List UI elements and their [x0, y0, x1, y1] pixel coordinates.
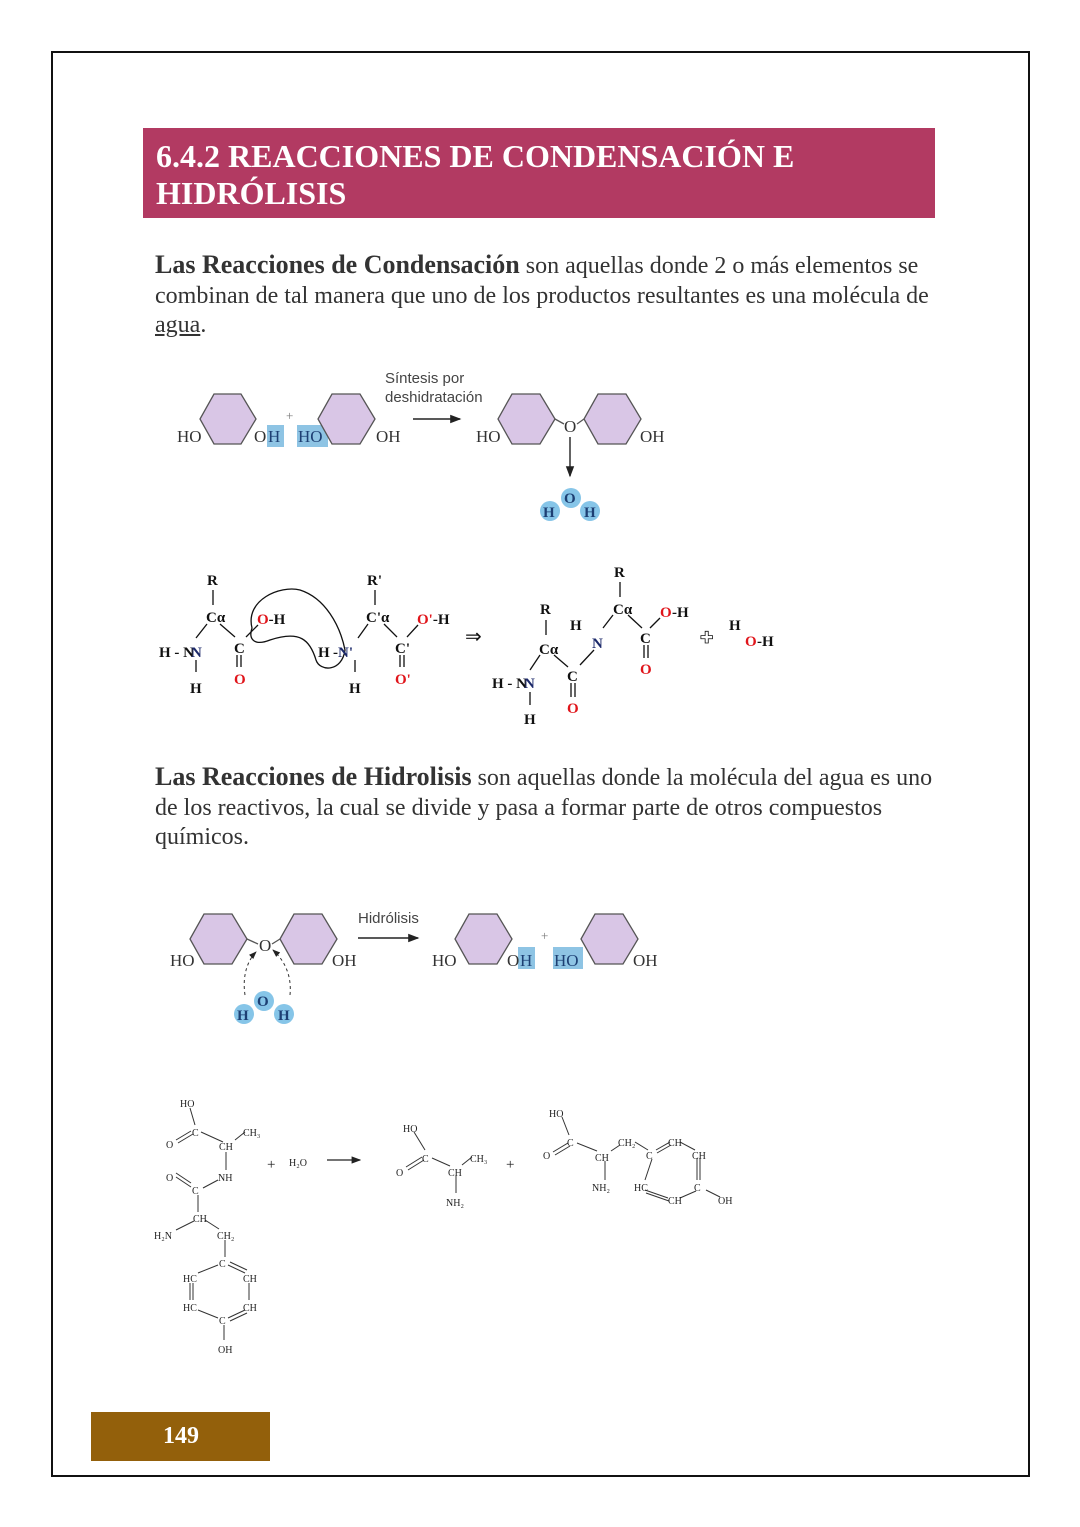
svg-text:H: H: [543, 505, 555, 521]
product-ring-1: [498, 394, 555, 444]
svg-text:C: C: [567, 669, 578, 685]
product-ring-2: [584, 394, 641, 444]
hydrolysis-diagram: [170, 910, 658, 1024]
condensation-text: son aquellas donde 2 o más elementos se combinan de tal manera que uno de los productos resultantes es una molécula de: [155, 253, 929, 309]
svg-text:CH₂: CH₂: [217, 1231, 235, 1242]
svg-text:H: H: [318, 645, 330, 661]
svg-text:HO: HO: [170, 951, 195, 970]
arrow-label: Hidrólisis: [358, 910, 419, 927]
peptide-bond-diagram: [159, 565, 774, 728]
svg-text:CH₃: CH₃: [243, 1128, 261, 1139]
ho-label: HO: [476, 427, 501, 446]
dipeptide-hydrolysis-diagram: [154, 1099, 732, 1356]
svg-text:H₂O: H₂O: [289, 1158, 307, 1169]
hydrolysis-term: Las Reacciones de Hidrolisis: [155, 762, 472, 791]
svg-text:CH: CH: [595, 1153, 609, 1164]
h-label: H: [268, 427, 281, 446]
plus-sign: +: [267, 1157, 276, 1173]
svg-text:HO: HO: [549, 1109, 564, 1120]
svg-text:HC: HC: [634, 1183, 648, 1194]
svg-text:HO: HO: [432, 951, 457, 970]
hydrolysis-text: son aquellas donde la molécula del agua es uno de los reactivos, la cual se divide y pasa a formar parte de otros compuestos químicos.: [155, 765, 933, 850]
o-label: O: [564, 417, 577, 436]
svg-text:O: O: [166, 1140, 174, 1151]
svg-text:CH: CH: [193, 1214, 207, 1225]
svg-text:H: H: [190, 681, 202, 697]
svg-text:N: N: [191, 645, 202, 661]
svg-text:C: C: [646, 1151, 653, 1162]
ho-label: HO: [177, 427, 202, 446]
svg-text:C': C': [395, 641, 410, 657]
svg-text:HC: HC: [183, 1303, 197, 1314]
period: .: [200, 312, 207, 338]
svg-text:CH: CH: [668, 1138, 682, 1149]
oh-label: OH: [640, 427, 665, 446]
hydroxyl-label: O-H: [257, 612, 286, 628]
svg-text:NH₂: NH₂: [592, 1183, 610, 1194]
svg-text:C: C: [567, 1138, 574, 1149]
plus-sign: +: [506, 1157, 515, 1173]
svg-text:C: C: [234, 641, 245, 657]
section-title-line2: HIDRÓLISIS: [156, 175, 347, 211]
svg-text:OH: OH: [218, 1345, 233, 1356]
arrow-label: Síntesis por: [385, 370, 465, 387]
svg-text:R: R: [207, 573, 218, 589]
svg-text:O: O: [745, 634, 757, 650]
svg-text:C'α: C'α: [366, 610, 390, 626]
svg-text:N: N: [524, 676, 535, 692]
svg-text:C: C: [640, 631, 651, 647]
sugar-ring-1: [200, 394, 256, 444]
svg-text:HO: HO: [180, 1099, 195, 1110]
svg-text:O: O: [564, 491, 576, 507]
water-molecule: [234, 991, 294, 1024]
svg-text:O: O: [567, 701, 579, 717]
svg-text:H: H: [570, 618, 582, 634]
svg-text:HC: HC: [183, 1274, 197, 1285]
svg-text:CH: CH: [448, 1168, 462, 1179]
svg-text:O: O: [257, 994, 269, 1010]
agua-underlined: agua: [155, 312, 201, 338]
svg-text:H - N: H - N: [492, 676, 527, 692]
svg-text:H: H: [524, 712, 536, 728]
plus-sign: ✚: [700, 630, 714, 647]
svg-text:C: C: [422, 1154, 429, 1165]
svg-text:OH: OH: [633, 951, 658, 970]
svg-text:H: H: [729, 618, 741, 634]
dehydration-synthesis-diagram: [177, 370, 665, 521]
svg-text:Cα: Cα: [539, 642, 559, 658]
svg-text:CH: CH: [668, 1196, 682, 1207]
svg-text:N': N': [338, 645, 353, 661]
svg-text:O: O: [640, 662, 652, 678]
svg-text:-H: -H: [757, 634, 774, 650]
svg-text:Cα: Cα: [613, 602, 633, 618]
svg-text:H: H: [349, 681, 361, 697]
svg-text:O: O: [660, 605, 672, 621]
condensation-term: Las Reacciones de Condensación: [155, 250, 520, 279]
svg-text:CH: CH: [243, 1274, 257, 1285]
svg-text:HO: HO: [554, 951, 579, 970]
svg-text:OH: OH: [718, 1196, 733, 1207]
svg-text:Cα: Cα: [206, 610, 226, 626]
yields-arrow: ⇒: [465, 626, 482, 648]
svg-text:O: O: [543, 1151, 551, 1162]
svg-text:O': O': [395, 672, 411, 688]
svg-text:C: C: [219, 1259, 226, 1270]
svg-text:H - N: H - N: [159, 645, 194, 661]
arrow-label: deshidratación: [385, 389, 483, 406]
svg-text:CH: CH: [243, 1303, 257, 1314]
svg-text:CH₂: CH₂: [618, 1138, 636, 1149]
svg-text:HO: HO: [403, 1124, 418, 1135]
svg-text:H: H: [520, 951, 533, 970]
svg-text:H: H: [237, 1008, 249, 1024]
svg-text:-: -: [333, 645, 338, 661]
svg-text:C: C: [192, 1128, 199, 1139]
svg-text:C: C: [192, 1186, 199, 1197]
section-title-line1: 6.4.2 REACCIONES DE CONDENSACIÓN E: [156, 138, 795, 174]
page-number: 149: [91, 1412, 270, 1461]
svg-text:O: O: [166, 1173, 174, 1184]
svg-text:-H: -H: [672, 605, 689, 621]
svg-text:OH: OH: [332, 951, 357, 970]
svg-text:CH: CH: [219, 1142, 233, 1153]
plus-sign: +: [286, 408, 294, 423]
svg-text:CH₃: CH₃: [470, 1154, 488, 1165]
oh-label: OH: [376, 427, 401, 446]
o-label: O: [254, 427, 267, 446]
svg-text:R: R: [614, 565, 625, 581]
svg-text:H₂N: H₂N: [154, 1231, 172, 1242]
svg-text:NH: NH: [218, 1173, 233, 1184]
svg-text:N: N: [592, 636, 603, 652]
ho-label: HO: [298, 427, 323, 446]
svg-text:R': R': [367, 573, 382, 589]
water-molecule: [540, 488, 600, 521]
svg-text:C: C: [219, 1316, 226, 1327]
hydroxyl-prime-label: O'-H: [417, 612, 450, 628]
svg-text:+: +: [541, 928, 549, 943]
svg-text:O: O: [396, 1168, 404, 1179]
svg-text:H: H: [584, 505, 596, 521]
svg-text:NH₂: NH₂: [446, 1198, 464, 1209]
svg-text:C: C: [694, 1183, 701, 1194]
svg-text:R: R: [540, 602, 551, 618]
svg-text:O: O: [507, 951, 520, 970]
svg-text:O: O: [259, 936, 272, 955]
svg-text:CH: CH: [692, 1151, 706, 1162]
svg-text:O: O: [234, 672, 246, 688]
svg-text:H: H: [278, 1008, 290, 1024]
